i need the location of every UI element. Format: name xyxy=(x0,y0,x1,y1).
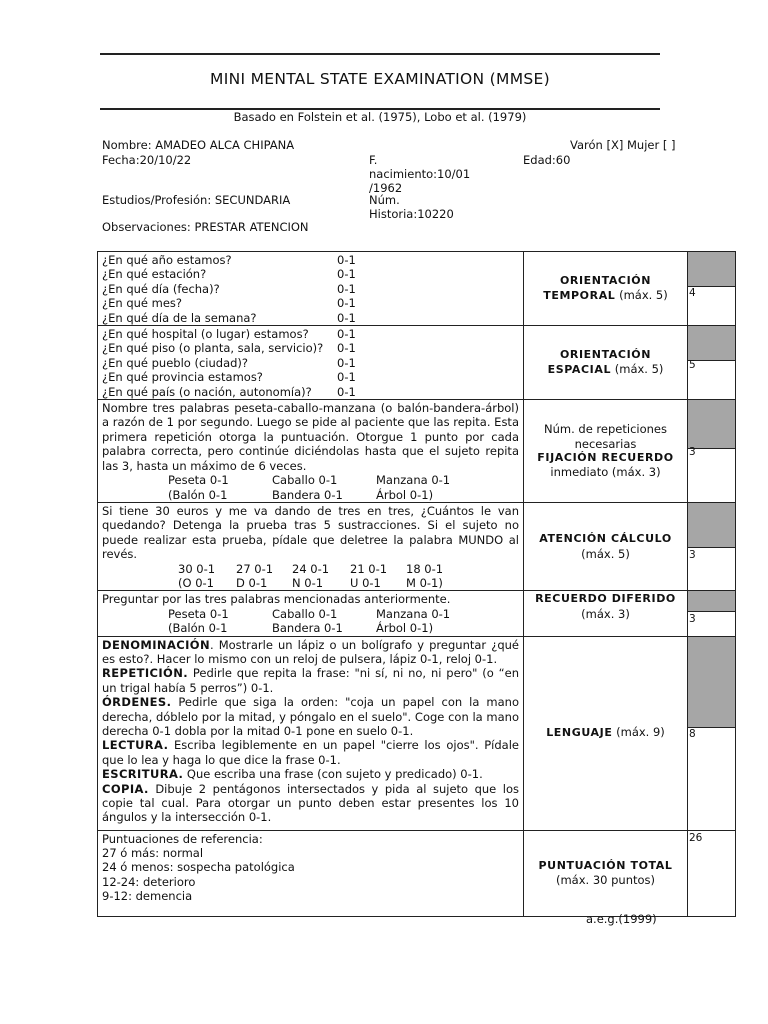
patient-age: Edad:60 xyxy=(523,153,571,167)
exam-date: Fecha:20/10/22 xyxy=(102,153,192,167)
temporal-questions xyxy=(98,252,524,326)
section-total xyxy=(98,830,736,916)
espacial-questions xyxy=(98,326,524,400)
total-score-cell xyxy=(688,830,736,916)
record-label-1: Núm. xyxy=(369,193,400,207)
escritura-item: ESCRITURA. Que escriba una frase (con sujeto y predicado) 0-1. xyxy=(102,767,483,782)
fijacion-options-row1: Peseta 0-1 Caballo 0-1 Manzana 0-1 xyxy=(168,473,451,488)
atencion-options-row1: 30 0-1 27 0-1 24 0-1 21 0-1 18 0-1 xyxy=(178,561,444,576)
fijacion-options-row2: (Balón 0-1 Bandera 0-1 Árbol 0-1) xyxy=(168,487,434,502)
section-recuerdo xyxy=(98,591,736,636)
copia-item: COPIA. Dibuje 2 pentágonos intersectados y pida al sujeto que los copie tal cual. Para otorgar un punto deben estar presentes los 10 ángulos y la intersección 0-1. xyxy=(102,781,519,825)
total-title: PUNTUACIÓN TOTAL (máx. 30 puntos) xyxy=(524,830,688,916)
question-row: ¿En qué día (fecha)? 0-1 xyxy=(102,281,356,296)
question-row: ¿En qué día de la semana? 0-1 xyxy=(102,310,356,325)
question-row: ¿En qué mes? 0-1 xyxy=(102,296,356,311)
atencion-options-row2: (O 0-1 D 0-1 N 0-1 U 0-1 M 0-1) xyxy=(178,575,443,590)
recuerdo-title: RECUERDO DIFERIDO (máx. 3) xyxy=(524,591,688,636)
birth-label-3: /1962 xyxy=(369,181,403,195)
section-temporal xyxy=(98,252,736,326)
page-subtitle: Basado en Folstein et al. (1975), Lobo et al. (1979) xyxy=(233,110,527,124)
lenguaje-score: 8 xyxy=(689,727,696,740)
recuerdo-score: 3 xyxy=(689,613,696,626)
record-label-2: Historia:10220 xyxy=(369,207,454,221)
section-fijacion xyxy=(98,400,736,503)
footer-credit: a.e.g.(1999) xyxy=(586,912,657,926)
section-espacial xyxy=(98,326,736,400)
lenguaje-instructions xyxy=(98,636,524,830)
atencion-score: 3 xyxy=(689,548,696,561)
question-row: ¿En qué año estamos? 0-1 xyxy=(102,253,356,267)
atencion-instructions: Si tiene 30 euros y me va dando de tres en tres, ¿Cuántos le van quedando? Detenga la prueba tras 5 sustracciones. Si el sujeto no puede realizar esta prueba, pídale que deletree la palabra MUNDO al revés. 30 0-1 27 0-1 24 0-1 21 0-1 18 0-1 (O 0-1 D 0-1 N 0-1 U 0-1 M 0-1) xyxy=(98,502,524,590)
section-atencion xyxy=(98,502,736,590)
patient-studies: Estudios/Profesión: SECUNDARIA xyxy=(102,193,291,207)
patient-name: Nombre: AMADEO ALCA CHIPANA xyxy=(102,138,295,152)
atencion-title: ATENCIÓN CÁLCULO (máx. 5) xyxy=(524,502,688,590)
temporal-score: 4 xyxy=(689,287,696,299)
patient-observations: Observaciones: PRESTAR ATENCION xyxy=(102,220,309,234)
section-lenguaje xyxy=(98,636,736,830)
recuerdo-score-cell xyxy=(688,591,736,636)
denominacion-item: DENOMINACIÓN. Mostrarle un lápiz o un bolígrafo y preguntar ¿qué es esto?. Hacer lo mismo con un reloj de pulsera, lápiz 0-1, reloj 0-1. xyxy=(102,637,519,666)
lenguaje-title: LENGUAJE (máx. 9) xyxy=(524,636,688,830)
question-row: ¿En qué provincia estamos? 0-1 xyxy=(102,370,356,385)
top-rule xyxy=(100,53,660,55)
espacial-score: 5 xyxy=(689,359,696,372)
total-score: 26 xyxy=(689,831,703,844)
fijacion-score: 3 xyxy=(689,446,696,459)
patient-sex: Varón [X] Mujer [ ] xyxy=(570,138,676,152)
fijacion-score-cell xyxy=(688,400,736,503)
espacial-score-cell xyxy=(688,326,736,400)
reference-scores: Puntuaciones de referencia: 27 ó más: normal 24 ó menos: sospecha patológica 12-24: deterioro 9-12: demencia xyxy=(98,830,524,916)
birth-label-1: F. xyxy=(369,153,378,167)
birth-label-2: nacimiento:10/01 xyxy=(369,167,471,181)
question-row: ¿En qué estación? 0-1 xyxy=(102,267,356,282)
lectura-item: LECTURA. Escriba legiblemente en un papel "cierre los ojos". Pídale que lo lea y haga lo que dice la frase 0-1. xyxy=(102,738,519,767)
recuerdo-instructions: Preguntar por las tres palabras mencionadas anteriormente. Peseta 0-1 Caballo 0-1 Manzana 0-1 (Balón 0-1 Bandera 0-1 Árbol 0-1) xyxy=(98,591,524,636)
lenguaje-score-cell xyxy=(688,636,736,830)
question-row: ¿En qué pueblo (ciudad)? 0-1 xyxy=(102,355,356,370)
temporal-score-cell xyxy=(688,252,736,326)
recuerdo-options-row2: (Balón 0-1 Bandera 0-1 Árbol 0-1) xyxy=(168,621,434,636)
espacial-title: ORIENTACIÓN ESPACIAL (máx. 5) xyxy=(524,326,688,400)
fijacion-instructions: Nombre tres palabras peseta-caballo-manzana (o balón-bandera-árbol) a razón de 1 por segundo. Luego se pide al paciente que las repita. Esta primera repetición otorga la puntuación. Otorgue 1 punto por cada palabra correcta, pero continúe diciéndolas hasta que el sujeto repita las 3, hasta un máximo de 6 veces. Peseta 0-1 Caballo 0-1 Manzana 0-1 (Balón 0-1 Bandera 0-1 Árbol 0-1) xyxy=(98,400,524,503)
ordenes-item: ÓRDENES. Pedirle que siga la orden: "coja un papel con la mano derecha, dóblelo por la mitad, y póngalo en el suelo". Coge con la mano derecha 0-1 dobla por la mitad 0-1 pone en suelo 0-1. xyxy=(102,695,519,738)
question-row: ¿En qué piso (o planta, sala, servicio)? 0-1 xyxy=(102,341,356,356)
repeticion-item: REPETICIÓN. Pedirle que repita la frase: "ni sí, ni no, ni pero" (o “en un trigal había 5 perros”) 0-1. xyxy=(102,666,519,695)
recuerdo-options-row1: Peseta 0-1 Caballo 0-1 Manzana 0-1 xyxy=(168,606,451,621)
fijacion-title: Núm. de repeticiones necesarias FIJACIÓN RECUERDO inmediato (máx. 3) xyxy=(524,400,688,503)
atencion-score-cell xyxy=(688,502,736,590)
question-row: ¿En qué hospital (o lugar) estamos? 0-1 xyxy=(102,327,356,342)
page-title: MINI MENTAL STATE EXAMINATION (MMSE) xyxy=(210,70,550,88)
temporal-title: ORIENTACIÓN TEMPORAL (máx. 5) xyxy=(524,252,688,326)
mmse-table xyxy=(97,251,736,917)
question-row: ¿En qué país (o nación, autonomía)? 0-1 xyxy=(102,384,356,399)
